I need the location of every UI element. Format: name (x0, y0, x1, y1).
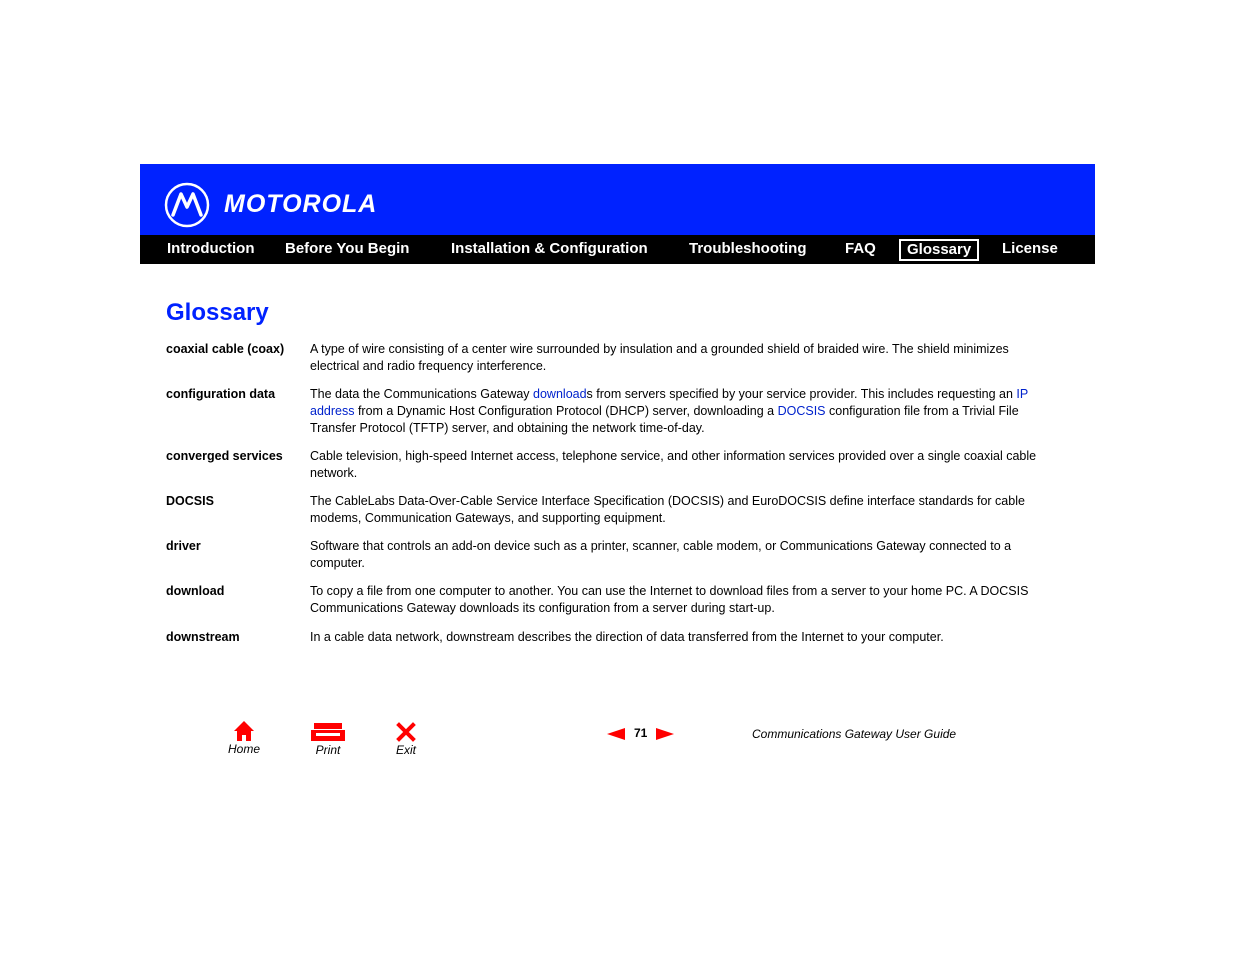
home-label: Home (227, 742, 260, 756)
glossary-definition: Cable television, high-speed Internet access, telephone service, and other information services provided over a single coaxial cable network. (310, 449, 1037, 480)
nav-before-you-begin[interactable]: Before You Begin (285, 240, 410, 257)
exit-button[interactable] (388, 722, 424, 757)
definition-text: configuration file from a Trivial File Transfer Protocol (TFTP) server, and obtaining the network time-of-day. (310, 404, 1019, 435)
glossary-term: downstream (166, 630, 240, 644)
home-icon (233, 720, 255, 742)
print-label: Print (315, 743, 341, 757)
print-button[interactable] (306, 722, 350, 757)
glossary-term: download (166, 584, 225, 598)
nav-installation-configuration[interactable]: Installation & Configuration (451, 240, 648, 257)
definition-text: from a Dynamic Host Configuration Protocol (DHCP) server, downloading a (354, 404, 778, 418)
glossary-term: coaxial cable (coax) (166, 342, 285, 356)
home-button[interactable] (222, 720, 266, 756)
nav-faq[interactable]: FAQ (845, 240, 876, 257)
glossary-term: configuration data (166, 387, 276, 401)
nav-introduction[interactable]: Introduction (167, 240, 255, 257)
printer-icon (310, 722, 346, 742)
exit-label: Exit (395, 743, 416, 757)
guide-title: Communications Gateway User Guide (752, 727, 957, 741)
glossary-definition: The CableLabs Data-Over-Cable Service Interface Specification (DOCSIS) and EuroDOCSIS define interface standards for cable modems, Communication Gateways, and supporting equipment. (310, 494, 1025, 525)
glossary-definition: In a cable data network, downstream describes the direction of data transferred from the Internet to your computer. (310, 630, 944, 644)
docsis-link[interactable]: DOCSIS (777, 404, 826, 418)
nav-bar (140, 235, 1095, 264)
page-title: Glossary (166, 299, 269, 326)
ip-address-link[interactable]: IP address (310, 387, 1028, 418)
page-number: 71 (634, 726, 648, 740)
glossary-term: driver (166, 539, 201, 553)
motorola-logo-icon (164, 182, 210, 228)
glossary-term: converged services (166, 449, 283, 463)
motorola-header (140, 164, 1095, 235)
arrow-left-icon[interactable] (607, 728, 625, 740)
glossary-term: DOCSIS (166, 494, 214, 508)
nav-troubleshooting[interactable]: Troubleshooting (689, 240, 807, 257)
glossary-definition: A type of wire consisting of a center wire surrounded by insulation and a grounded shield of braided wire. The shield minimizes electrical and radio frequency interference. (310, 342, 1009, 373)
glossary-definition: Software that controls an add-on device such as a printer, scanner, cable modem, or Communications Gateway connected to a computer. (310, 539, 1012, 570)
definition-text: The data the Communications Gateway (310, 387, 534, 401)
definition-text: s from servers specified by your service provider. This includes requesting an (586, 387, 1017, 401)
glossary-definition (310, 386, 1060, 437)
download-link[interactable]: download (533, 387, 587, 401)
glossary-definition: To copy a file from one computer to another. You can use the Internet to download files from a server to your home PC. A DOCSIS Communications Gateway downloads its configuration from a server during start-up. (310, 584, 1029, 615)
nav-license[interactable]: License (1002, 240, 1058, 257)
nav-glossary[interactable]: Glossary (899, 239, 979, 261)
close-icon (396, 722, 416, 742)
arrow-right-icon[interactable] (656, 728, 674, 740)
brand-name: MOTOROLA (224, 190, 378, 218)
